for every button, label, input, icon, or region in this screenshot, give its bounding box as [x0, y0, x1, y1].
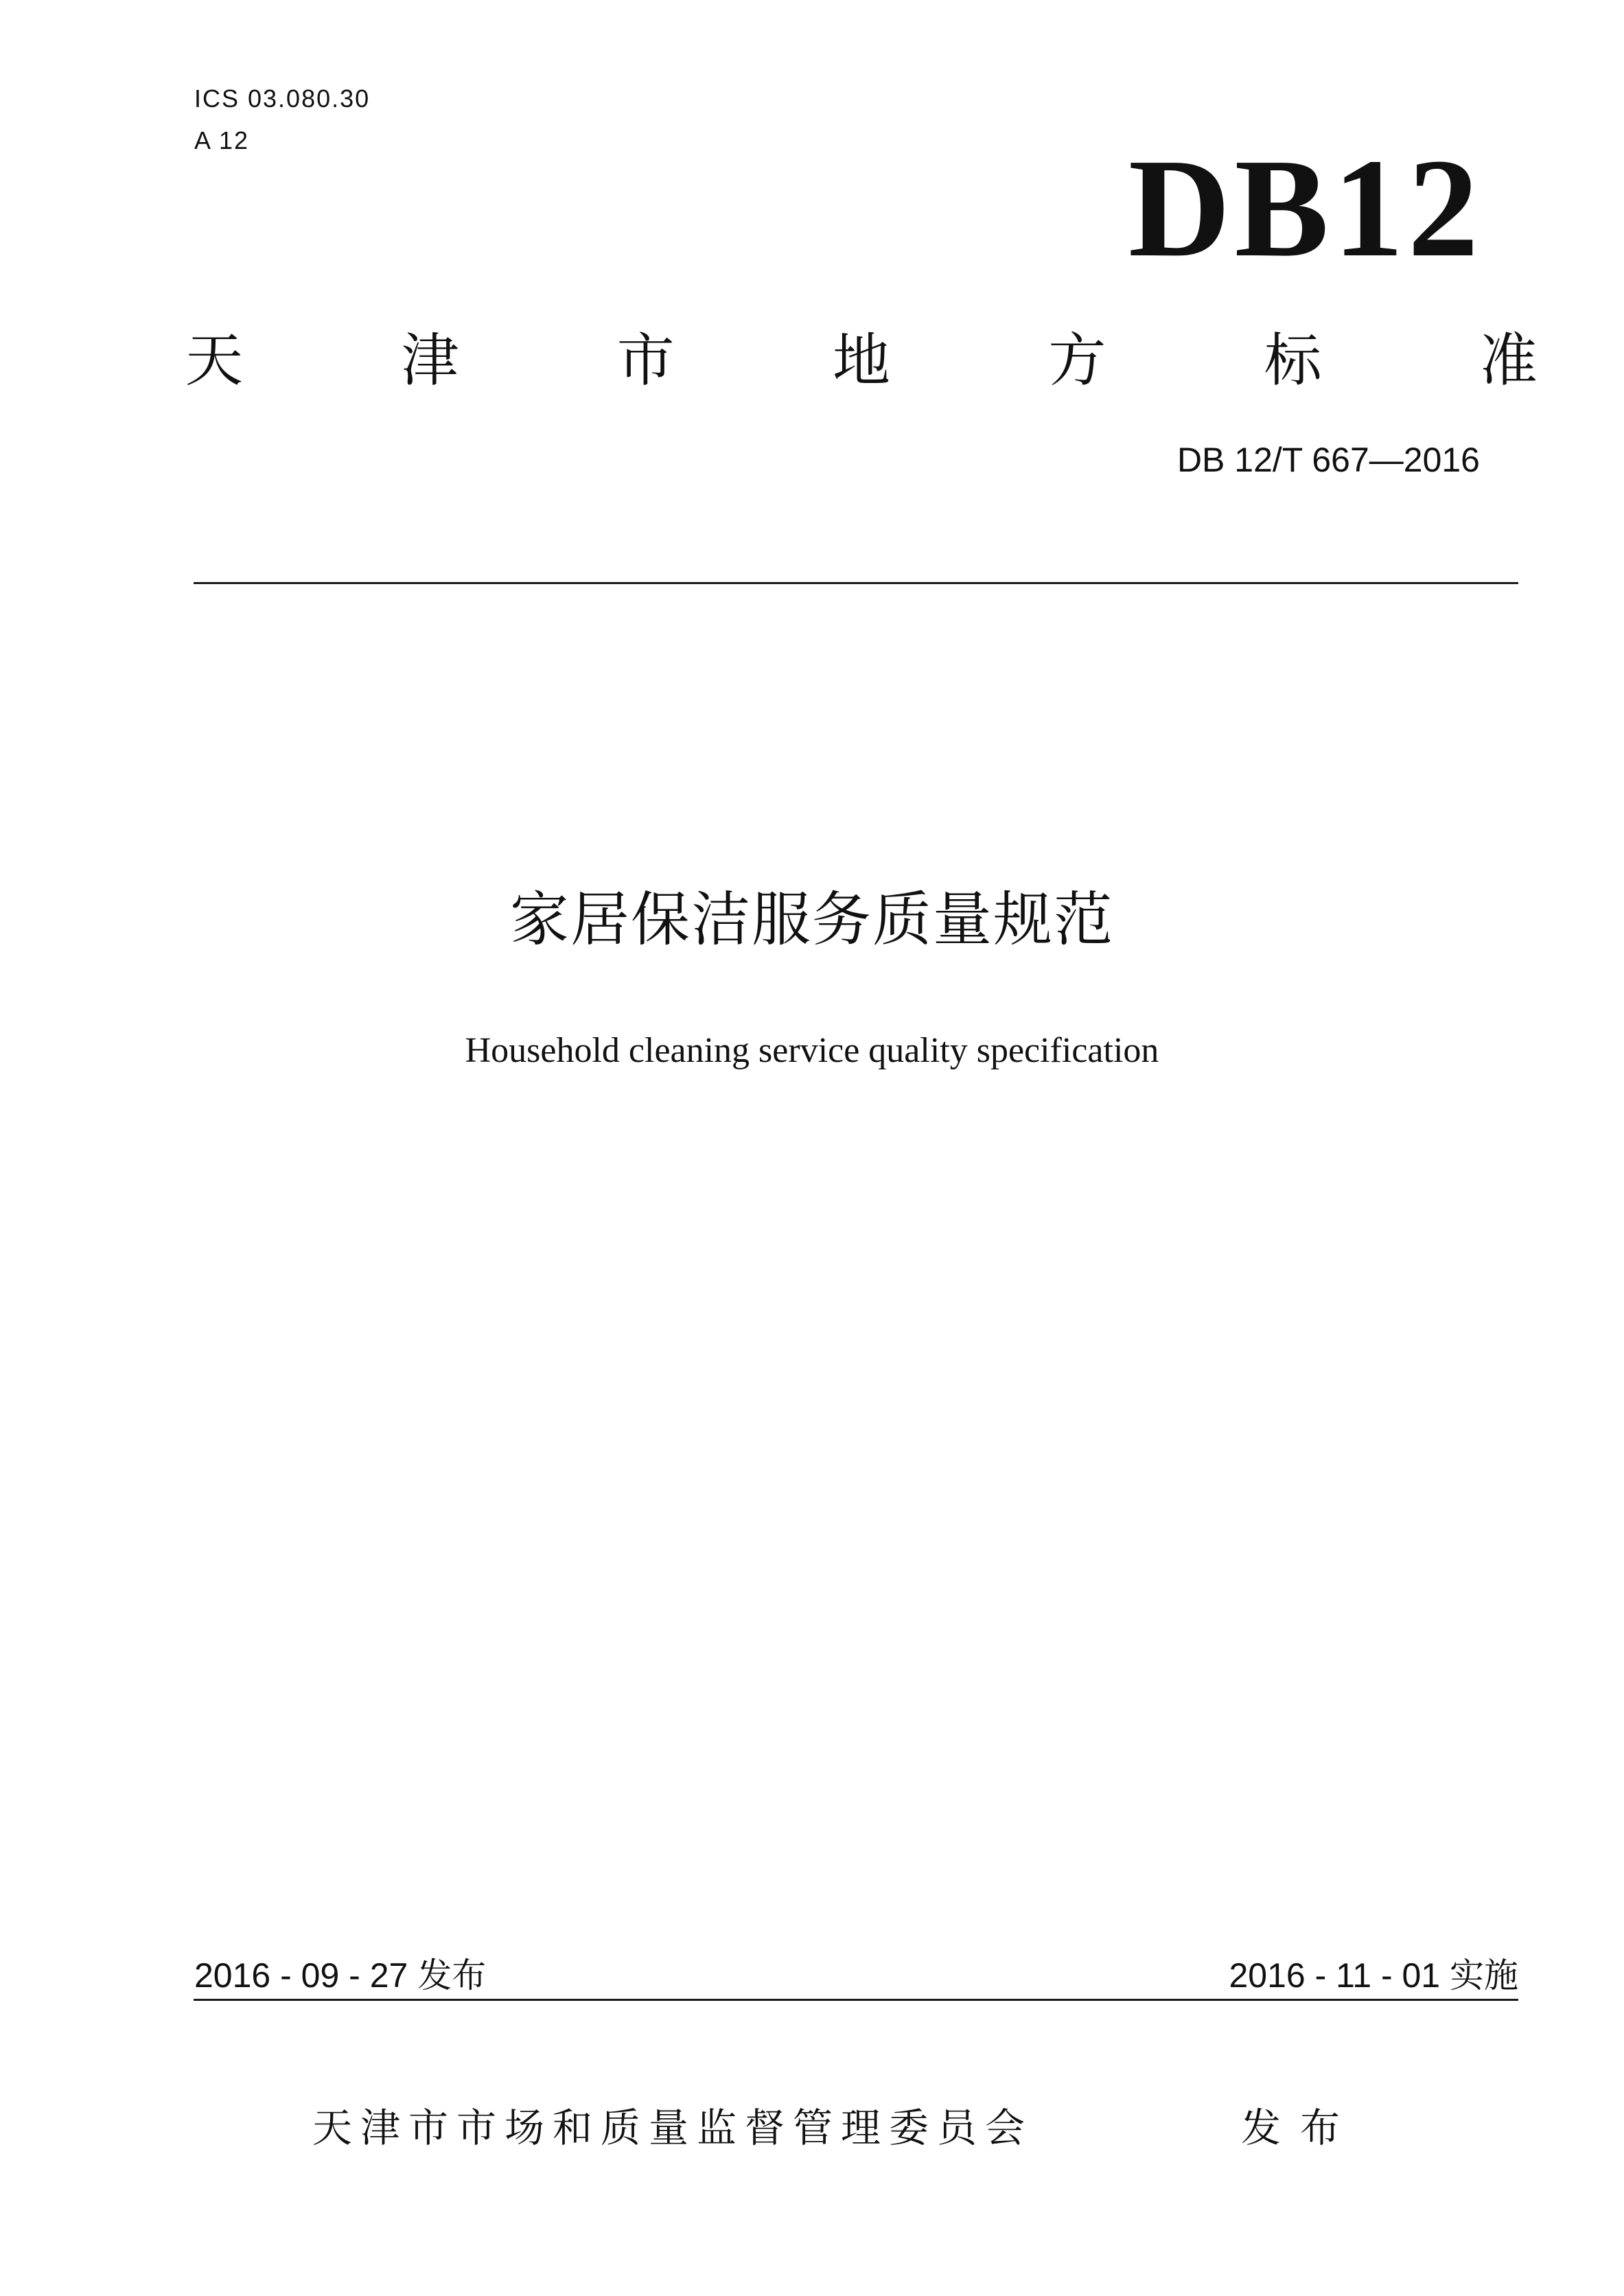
- category-char: 标: [1264, 327, 1322, 394]
- category-char: 津: [401, 327, 459, 394]
- issue-date: 2016 - 09 - 27 发布: [194, 1956, 487, 1995]
- category-char: 天: [185, 327, 244, 394]
- implementation-date: 2016 - 11 - 01 实施: [1229, 1956, 1518, 1995]
- document-title-chinese: 家居保洁服务质量规范: [510, 885, 1114, 954]
- footer-divider: [194, 1999, 1518, 2001]
- standard-number: DB 12/T 667—2016: [1176, 441, 1480, 479]
- ics-code: ICS 03.080.30: [194, 84, 371, 113]
- category-char: 准: [1479, 327, 1538, 394]
- document-title-english: Household cleaning service quality specification: [465, 1031, 1159, 1070]
- standard-logo: DB12: [1128, 129, 1483, 286]
- category-char: 地: [832, 327, 890, 394]
- issue-label: 发布: [1241, 2104, 1360, 2151]
- header-divider: [194, 582, 1518, 584]
- category-char: 方: [1048, 327, 1106, 394]
- category-char: 市: [616, 327, 675, 394]
- standard-category-heading: [185, 323, 1538, 398]
- ccs-code: A 12: [194, 126, 250, 154]
- issuing-authority: 天津市市场和质量监督管理委员会: [312, 2104, 1034, 2151]
